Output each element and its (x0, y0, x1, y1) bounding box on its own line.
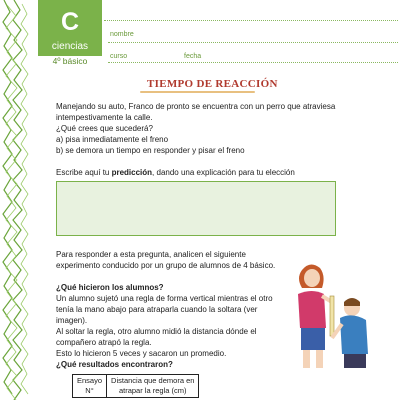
procedure-line-5: compañero atrapó la regla. (56, 338, 152, 347)
results-table (72, 374, 199, 398)
intro-question: ¿Qué crees que sucederá? (56, 124, 153, 133)
prompt-before: Escribe aquí tu (56, 168, 112, 177)
prediction-answer-box[interactable] (56, 181, 336, 236)
prompt-after: , dando una explicación para tu elección (152, 168, 295, 177)
prompt-keyword: predicción (111, 168, 153, 177)
prediction-prompt (56, 167, 295, 178)
option-b: b) se demora un tiempo en responder y pisar el freno (56, 146, 245, 155)
procedure-line-1: Un alumno sujetó una regla de forma vertical mientras el otro (56, 294, 273, 303)
option-a: a) pisa inmediatamente el freno (56, 135, 169, 144)
intro-line-1: Manejando su auto, Franco de pronto se encuentra con un perro que atraviesa (56, 102, 336, 111)
procedure-line-2: tenía la mano abajo para atraparla cuando la soltara (ver (56, 305, 258, 314)
procedure-line-4: Al soltar la regla, otro alumno midió la distancia dónde el (56, 327, 257, 336)
course-date-line[interactable] (108, 62, 398, 63)
grade-label: 4º básico (38, 56, 102, 66)
logo-letter: C (60, 8, 80, 36)
name-line[interactable] (108, 42, 398, 43)
page-title: TIEMPO DE REACCIÓN (147, 78, 278, 90)
what-did-heading: ¿Qué hicieron los alumnos? (56, 283, 164, 292)
table-header-row (73, 375, 199, 398)
grass-border-decoration (0, 0, 30, 400)
trial-column-header: Ensayo N° (73, 375, 107, 398)
procedure-line-6: Esto lo hicieron 5 veces y sacaron un promedio. (56, 349, 227, 358)
title-underline-decoration (140, 91, 255, 93)
analysis-line-1: Para responder a esta pregunta, analicen el siguiente (56, 250, 246, 259)
distance-column-header: Distancia que demora en atrapar la regla (cm) (107, 375, 199, 398)
header-top-line (104, 20, 398, 21)
results-heading: ¿Qué resultados encontraron? (56, 360, 173, 369)
intro-line-2: intempestivamente la calle. (56, 113, 153, 122)
procedure-line-3: imagen). (56, 316, 88, 325)
name-label: nombre (110, 31, 134, 38)
course-label: curso (110, 53, 128, 60)
analysis-line-2: experimento conducido por un grupo de alumnos de 4 básico. (56, 261, 276, 270)
students-ruler-illustration (288, 262, 370, 370)
date-label: fecha (184, 53, 202, 60)
logo-subject-name: ciencias (51, 41, 89, 52)
